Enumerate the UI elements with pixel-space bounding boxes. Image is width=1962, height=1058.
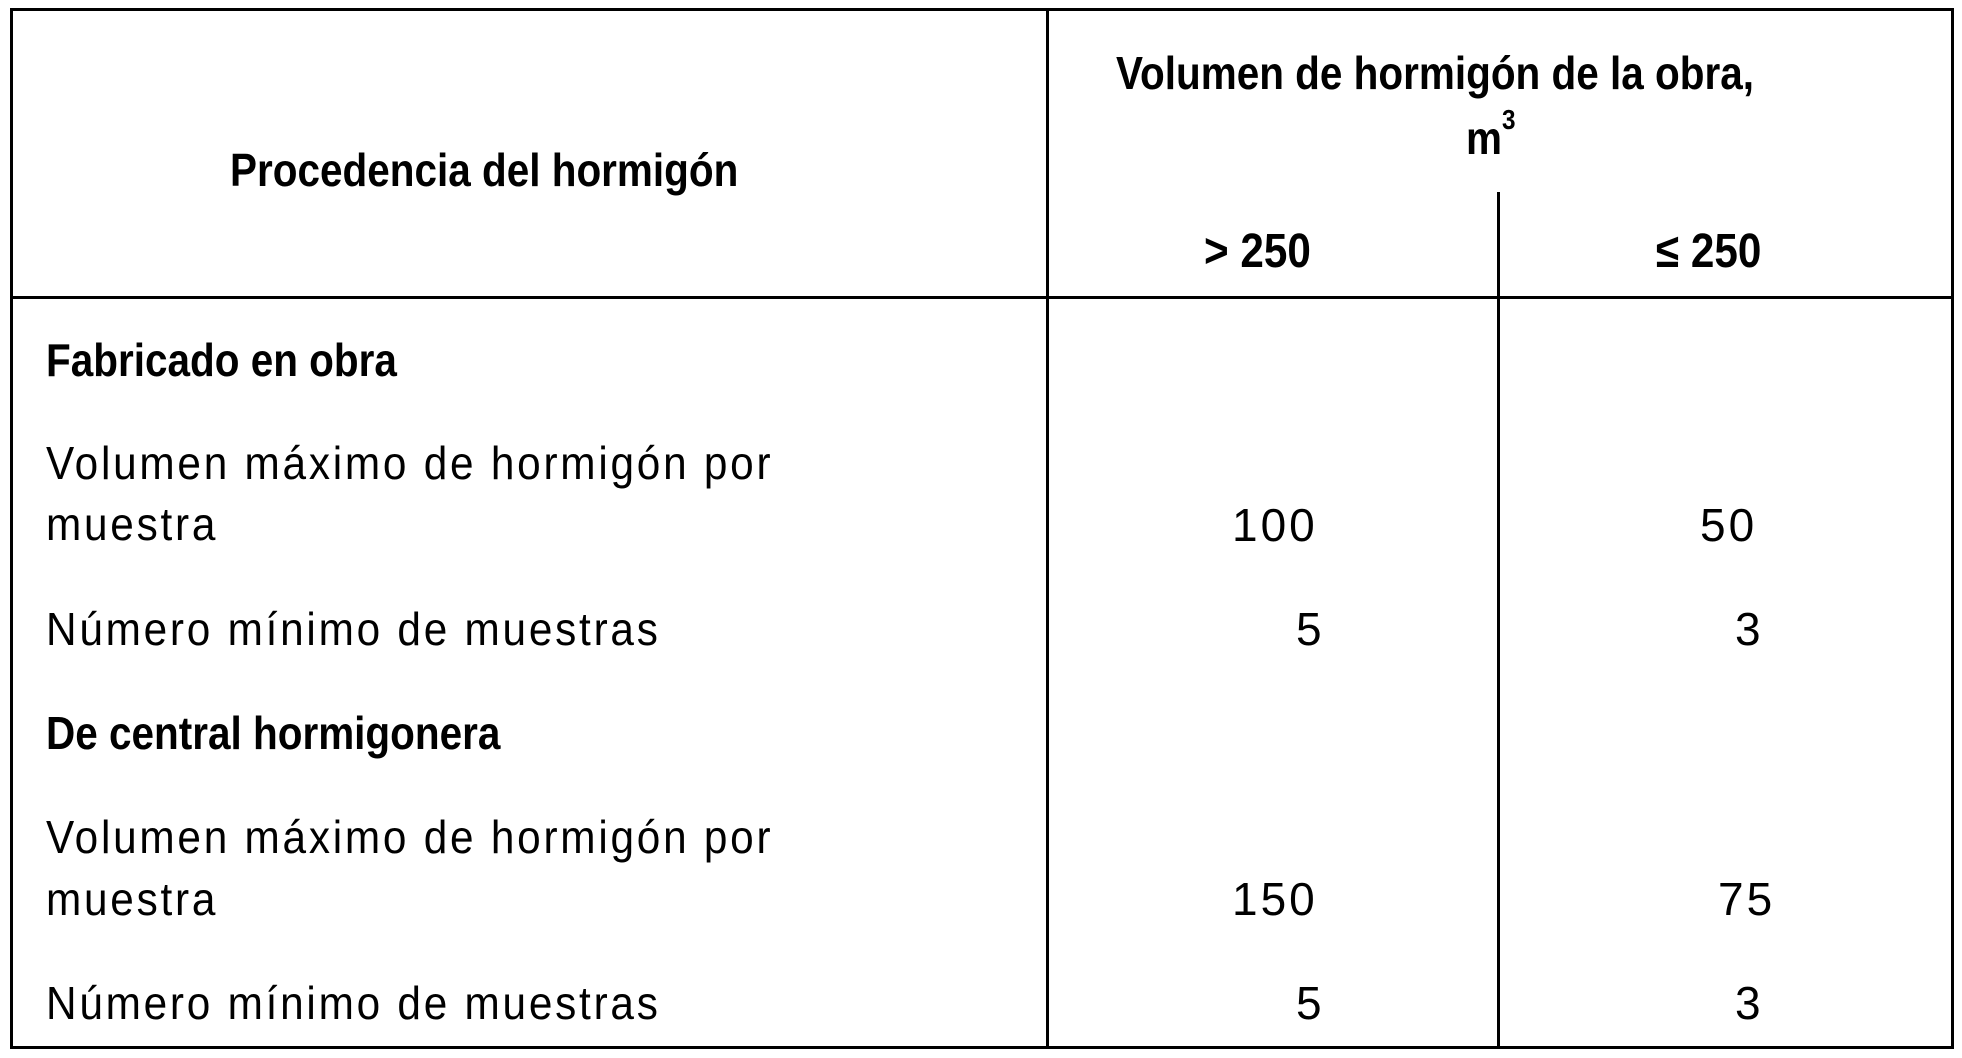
cell-min-samples-gt: 5 <box>1296 603 1325 655</box>
header-origin-label: Procedencia del hormigón <box>230 144 739 196</box>
row-label-min-samples: Número mínimo de muestras <box>46 977 661 1029</box>
row-label-min-samples: Número mínimo de muestras <box>46 603 661 655</box>
section-title-central-plant: De central hormigonera <box>46 707 501 759</box>
section-title-site-made: Fabricado en obra <box>46 334 397 386</box>
header-col-greater-than: > 250 <box>1204 225 1311 278</box>
row-label-max-volume: Volumen máximo de hormigón por <box>46 811 774 863</box>
header-col-less-equal: ≤ 250 <box>1656 225 1762 278</box>
header-volume-unit-base: m <box>1466 112 1502 164</box>
cell-min-samples-le: 3 <box>1735 603 1764 655</box>
header-volume-unit-exponent: 3 <box>1501 104 1516 136</box>
row-label-max-volume-line2: muestra <box>46 498 219 550</box>
cell-max-volume-le: 75 <box>1718 873 1776 925</box>
cell-max-volume-gt: 150 <box>1232 873 1318 925</box>
cell-min-samples-gt: 5 <box>1296 977 1325 1029</box>
column-divider-1 <box>1046 8 1049 1049</box>
row-label-max-volume: Volumen máximo de hormigón por <box>46 437 774 489</box>
cell-min-samples-le: 3 <box>1735 977 1764 1029</box>
column-divider-2 <box>1497 192 1500 1049</box>
header-divider <box>10 296 1954 299</box>
cell-max-volume-le: 50 <box>1700 499 1758 551</box>
header-volume-unit <box>1466 104 1516 164</box>
row-label-max-volume-line2: muestra <box>46 873 219 925</box>
header-volume-label: Volumen de hormigón de la obra, <box>1116 47 1754 99</box>
cell-max-volume-gt: 100 <box>1232 499 1318 551</box>
